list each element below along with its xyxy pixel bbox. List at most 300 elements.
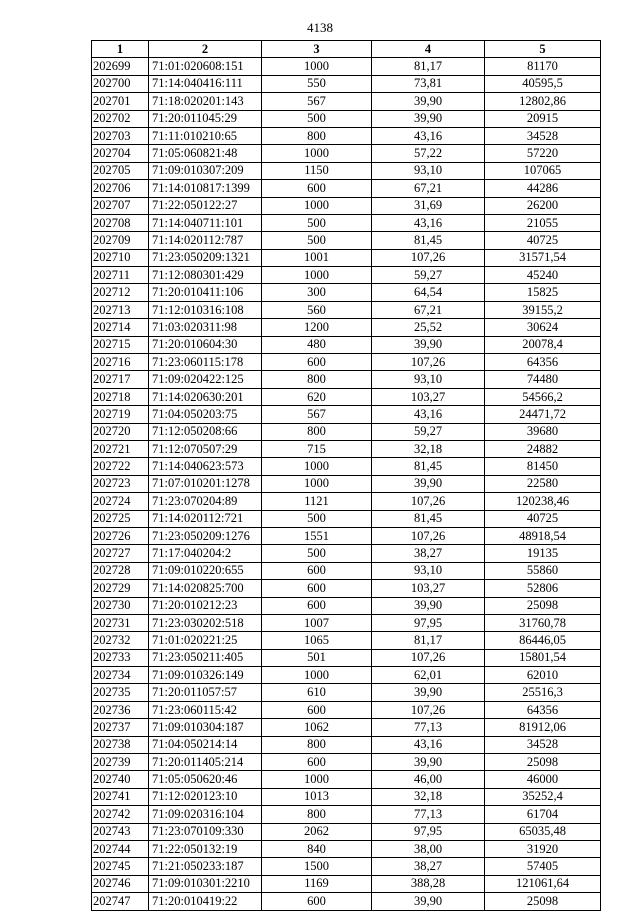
area-cell: 600 (262, 597, 372, 614)
cadastral-number-cell: 71:14:010817:1399 (149, 180, 262, 197)
cadastral-number-cell: 71:09:020422:125 (149, 371, 262, 388)
area-cell: 600 (262, 701, 372, 718)
area-cell: 600 (262, 893, 372, 910)
cadastral-number-cell: 71:09:010220:655 (149, 562, 262, 579)
cadastral-number-cell: 71:20:010604:30 (149, 336, 262, 353)
row-number-cell: 202720 (92, 423, 149, 440)
rate-cell: 107,26 (372, 493, 485, 510)
area-cell: 501 (262, 649, 372, 666)
area-cell: 600 (262, 354, 372, 371)
row-number-cell: 202699 (92, 58, 149, 75)
value-cell: 54566,2 (485, 388, 601, 405)
row-number-cell: 202703 (92, 127, 149, 144)
area-cell: 715 (262, 440, 372, 457)
rate-cell: 31,69 (372, 197, 485, 214)
table-row (92, 736, 601, 753)
cadastral-number-cell: 71:20:011045:29 (149, 110, 262, 127)
value-cell: 34528 (485, 736, 601, 753)
rate-cell: 81,17 (372, 58, 485, 75)
value-cell: 21055 (485, 214, 601, 231)
value-cell: 12802,86 (485, 93, 601, 110)
cadastral-number-cell: 71:04:050214:14 (149, 736, 262, 753)
table-row (92, 632, 601, 649)
value-cell: 15825 (485, 284, 601, 301)
cadastral-number-cell: 71:09:010304:187 (149, 719, 262, 736)
area-cell: 1000 (262, 667, 372, 684)
row-number-cell: 202722 (92, 458, 149, 475)
area-cell: 500 (262, 232, 372, 249)
value-cell: 64356 (485, 701, 601, 718)
row-number-cell: 202738 (92, 736, 149, 753)
area-cell: 1000 (262, 267, 372, 284)
table-row (92, 684, 601, 701)
row-number-cell: 202732 (92, 632, 149, 649)
area-cell: 1551 (262, 527, 372, 544)
cadastral-number-cell: 71:01:020608:151 (149, 58, 262, 75)
cadastral-number-cell: 71:01:020221:25 (149, 632, 262, 649)
area-cell: 550 (262, 75, 372, 92)
rate-cell: 38,00 (372, 840, 485, 857)
table-row (92, 719, 601, 736)
rate-cell: 62,01 (372, 667, 485, 684)
cadastral-number-cell: 71:14:020112:721 (149, 510, 262, 527)
column-header-1: 1 (92, 41, 149, 58)
row-number-cell: 202707 (92, 197, 149, 214)
row-number-cell: 202739 (92, 754, 149, 771)
rate-cell: 43,16 (372, 214, 485, 231)
value-cell: 25098 (485, 754, 601, 771)
cadastral-number-cell: 71:14:020630:201 (149, 388, 262, 405)
table-row (92, 597, 601, 614)
row-number-cell: 202745 (92, 858, 149, 875)
rate-cell: 25,52 (372, 319, 485, 336)
table-row (92, 336, 601, 353)
value-cell: 15801,54 (485, 649, 601, 666)
table-row (92, 771, 601, 788)
value-cell: 121061,64 (485, 875, 601, 892)
value-cell: 81912,06 (485, 719, 601, 736)
table-row (92, 110, 601, 127)
rate-cell: 43,16 (372, 406, 485, 423)
rate-cell: 107,26 (372, 249, 485, 266)
rate-cell: 107,26 (372, 527, 485, 544)
rate-cell: 67,21 (372, 180, 485, 197)
row-number-cell: 202716 (92, 354, 149, 371)
value-cell: 26200 (485, 197, 601, 214)
value-cell: 57220 (485, 145, 601, 162)
table-row (92, 423, 601, 440)
area-cell: 1000 (262, 475, 372, 492)
table-row (92, 475, 601, 492)
value-cell: 34528 (485, 127, 601, 144)
rate-cell: 103,27 (372, 388, 485, 405)
area-cell: 800 (262, 127, 372, 144)
area-cell: 1000 (262, 145, 372, 162)
rate-cell: 39,90 (372, 684, 485, 701)
value-cell: 57405 (485, 858, 601, 875)
row-number-cell: 202728 (92, 562, 149, 579)
table-row (92, 127, 601, 144)
row-number-cell: 202729 (92, 580, 149, 597)
row-number-cell: 202727 (92, 545, 149, 562)
cadastral-number-cell: 71:09:010307:209 (149, 162, 262, 179)
value-cell: 40595,5 (485, 75, 601, 92)
row-number-cell: 202710 (92, 249, 149, 266)
value-cell: 74480 (485, 371, 601, 388)
cadastral-number-cell: 71:23:050209:1321 (149, 249, 262, 266)
table-row (92, 510, 601, 527)
area-cell: 800 (262, 736, 372, 753)
cadastral-number-cell: 71:14:020112:787 (149, 232, 262, 249)
area-cell: 1121 (262, 493, 372, 510)
cadastral-number-cell: 71:12:080301:429 (149, 267, 262, 284)
area-cell: 1065 (262, 632, 372, 649)
area-cell: 480 (262, 336, 372, 353)
row-number-cell: 202711 (92, 267, 149, 284)
table-row (92, 667, 601, 684)
value-cell: 55860 (485, 562, 601, 579)
value-cell: 31571,54 (485, 249, 601, 266)
value-cell: 35252,4 (485, 788, 601, 805)
value-cell: 39680 (485, 423, 601, 440)
row-number-cell: 202721 (92, 440, 149, 457)
column-header-4: 4 (372, 41, 485, 58)
rate-cell: 67,21 (372, 301, 485, 318)
rate-cell: 107,26 (372, 649, 485, 666)
table-row (92, 267, 601, 284)
column-header-5: 5 (485, 41, 601, 58)
value-cell: 81170 (485, 58, 601, 75)
row-number-cell: 202701 (92, 93, 149, 110)
table-row (92, 788, 601, 805)
rate-cell: 39,90 (372, 110, 485, 127)
rate-cell: 93,10 (372, 162, 485, 179)
rate-cell: 39,90 (372, 475, 485, 492)
rate-cell: 32,18 (372, 440, 485, 457)
table-row (92, 354, 601, 371)
area-cell: 1000 (262, 771, 372, 788)
row-number-cell: 202735 (92, 684, 149, 701)
table-row (92, 893, 601, 910)
value-cell: 25098 (485, 597, 601, 614)
value-cell: 40725 (485, 232, 601, 249)
area-cell: 1000 (262, 197, 372, 214)
table-row (92, 75, 601, 92)
cadastral-number-cell: 71:12:070507:29 (149, 440, 262, 457)
row-number-cell: 202744 (92, 840, 149, 857)
cadastral-number-cell: 71:05:050620:46 (149, 771, 262, 788)
cadastral-number-cell: 71:11:010210:65 (149, 127, 262, 144)
value-cell: 81450 (485, 458, 601, 475)
value-cell: 19135 (485, 545, 601, 562)
data-table (91, 40, 601, 911)
rate-cell: 39,90 (372, 93, 485, 110)
table-row (92, 493, 601, 510)
value-cell: 22580 (485, 475, 601, 492)
cadastral-number-cell: 71:09:010326:149 (149, 667, 262, 684)
value-cell: 25516,3 (485, 684, 601, 701)
row-number-cell: 202723 (92, 475, 149, 492)
table-row (92, 580, 601, 597)
rate-cell: 39,90 (372, 336, 485, 353)
cadastral-number-cell: 71:23:070204:89 (149, 493, 262, 510)
cadastral-number-cell: 71:04:050203:75 (149, 406, 262, 423)
area-cell: 600 (262, 562, 372, 579)
value-cell: 61704 (485, 806, 601, 823)
row-number-cell: 202742 (92, 806, 149, 823)
area-cell: 600 (262, 754, 372, 771)
rate-cell: 77,13 (372, 806, 485, 823)
value-cell: 48918,54 (485, 527, 601, 544)
cadastral-number-cell: 71:20:011405:214 (149, 754, 262, 771)
row-number-cell: 202719 (92, 406, 149, 423)
cadastral-number-cell: 71:23:030202:518 (149, 614, 262, 631)
value-cell: 20915 (485, 110, 601, 127)
page-number: 4138 (307, 20, 333, 35)
table-row (92, 527, 601, 544)
row-number-cell: 202715 (92, 336, 149, 353)
area-cell: 610 (262, 684, 372, 701)
row-number-cell: 202704 (92, 145, 149, 162)
row-number-cell: 202705 (92, 162, 149, 179)
cadastral-number-cell: 71:03:020311:98 (149, 319, 262, 336)
rate-cell: 107,26 (372, 701, 485, 718)
table-row (92, 371, 601, 388)
column-header-3: 3 (262, 41, 372, 58)
value-cell: 86446,05 (485, 632, 601, 649)
row-number-cell: 202709 (92, 232, 149, 249)
row-number-cell: 202700 (92, 75, 149, 92)
cadastral-number-cell: 71:05:060821:48 (149, 145, 262, 162)
row-number-cell: 202717 (92, 371, 149, 388)
row-number-cell: 202734 (92, 667, 149, 684)
value-cell: 20078,4 (485, 336, 601, 353)
table-row (92, 545, 601, 562)
table-row (92, 701, 601, 718)
cadastral-number-cell: 71:23:050209:1276 (149, 527, 262, 544)
value-cell: 24882 (485, 440, 601, 457)
table-row (92, 180, 601, 197)
row-number-cell: 202746 (92, 875, 149, 892)
row-number-cell: 202712 (92, 284, 149, 301)
value-cell: 65035,48 (485, 823, 601, 840)
area-cell: 2062 (262, 823, 372, 840)
rate-cell: 39,90 (372, 754, 485, 771)
row-number-cell: 202708 (92, 214, 149, 231)
area-cell: 300 (262, 284, 372, 301)
row-number-cell: 202740 (92, 771, 149, 788)
rate-cell: 32,18 (372, 788, 485, 805)
rate-cell: 38,27 (372, 858, 485, 875)
area-cell: 620 (262, 388, 372, 405)
table-row (92, 649, 601, 666)
table-row (92, 145, 601, 162)
area-cell: 1062 (262, 719, 372, 736)
rate-cell: 64,54 (372, 284, 485, 301)
area-cell: 1169 (262, 875, 372, 892)
area-cell: 1007 (262, 614, 372, 631)
cadastral-number-cell: 71:12:050208:66 (149, 423, 262, 440)
table-row (92, 284, 601, 301)
area-cell: 567 (262, 93, 372, 110)
rate-cell: 39,90 (372, 597, 485, 614)
table-row (92, 249, 601, 266)
row-number-cell: 202718 (92, 388, 149, 405)
row-number-cell: 202741 (92, 788, 149, 805)
row-number-cell: 202737 (92, 719, 149, 736)
rate-cell: 97,95 (372, 823, 485, 840)
value-cell: 31760,78 (485, 614, 601, 631)
rate-cell: 59,27 (372, 423, 485, 440)
rate-cell: 81,45 (372, 510, 485, 527)
table-body (92, 58, 601, 910)
area-cell: 500 (262, 214, 372, 231)
cadastral-number-cell: 71:23:060115:178 (149, 354, 262, 371)
cadastral-number-cell: 71:14:020825:700 (149, 580, 262, 597)
area-cell: 1013 (262, 788, 372, 805)
table-row (92, 232, 601, 249)
area-cell: 1000 (262, 58, 372, 75)
table-row (92, 806, 601, 823)
cadastral-number-cell: 71:09:020316:104 (149, 806, 262, 823)
cadastral-number-cell: 71:20:010411:106 (149, 284, 262, 301)
area-cell: 1150 (262, 162, 372, 179)
row-number-cell: 202713 (92, 301, 149, 318)
cadastral-number-cell: 71:20:010419:22 (149, 893, 262, 910)
cadastral-number-cell: 71:12:020123:10 (149, 788, 262, 805)
table-row (92, 840, 601, 857)
header-row (92, 41, 601, 58)
table-row (92, 562, 601, 579)
table-row (92, 197, 601, 214)
rate-cell: 81,17 (372, 632, 485, 649)
rate-cell: 107,26 (372, 354, 485, 371)
table-row (92, 319, 601, 336)
table-row (92, 614, 601, 631)
row-number-cell: 202725 (92, 510, 149, 527)
rate-cell: 97,95 (372, 614, 485, 631)
cadastral-number-cell: 71:17:040204:2 (149, 545, 262, 562)
cadastral-number-cell: 71:14:040623:573 (149, 458, 262, 475)
value-cell: 62010 (485, 667, 601, 684)
rate-cell: 39,90 (372, 893, 485, 910)
area-cell: 800 (262, 806, 372, 823)
value-cell: 30624 (485, 319, 601, 336)
row-number-cell: 202747 (92, 893, 149, 910)
value-cell: 44286 (485, 180, 601, 197)
cadastral-number-cell: 71:21:050233:187 (149, 858, 262, 875)
table-row (92, 406, 601, 423)
area-cell: 500 (262, 545, 372, 562)
area-cell: 1001 (262, 249, 372, 266)
cadastral-number-cell: 71:22:050132:19 (149, 840, 262, 857)
value-cell: 40725 (485, 510, 601, 527)
area-cell: 800 (262, 423, 372, 440)
row-number-cell: 202733 (92, 649, 149, 666)
rate-cell: 43,16 (372, 736, 485, 753)
area-cell: 567 (262, 406, 372, 423)
rate-cell: 388,28 (372, 875, 485, 892)
rate-cell: 73,81 (372, 75, 485, 92)
rate-cell: 57,22 (372, 145, 485, 162)
table-row (92, 754, 601, 771)
rate-cell: 38,27 (372, 545, 485, 562)
table-row (92, 214, 601, 231)
value-cell: 39155,2 (485, 301, 601, 318)
cadastral-number-cell: 71:09:010301:2210 (149, 875, 262, 892)
column-header-2: 2 (149, 41, 262, 58)
cadastral-number-cell: 71:18:020201:143 (149, 93, 262, 110)
table-row (92, 388, 601, 405)
table-row (92, 301, 601, 318)
cadastral-number-cell: 71:14:040416:111 (149, 75, 262, 92)
row-number-cell: 202731 (92, 614, 149, 631)
row-number-cell: 202702 (92, 110, 149, 127)
table-row (92, 823, 601, 840)
area-cell: 1000 (262, 458, 372, 475)
row-number-cell: 202743 (92, 823, 149, 840)
area-cell: 1200 (262, 319, 372, 336)
area-cell: 560 (262, 301, 372, 318)
cadastral-number-cell: 71:23:070109:330 (149, 823, 262, 840)
value-cell: 25098 (485, 893, 601, 910)
table-row (92, 858, 601, 875)
area-cell: 1500 (262, 858, 372, 875)
cadastral-number-cell: 71:23:060115:42 (149, 701, 262, 718)
rate-cell: 93,10 (372, 371, 485, 388)
value-cell: 107065 (485, 162, 601, 179)
table-row (92, 93, 601, 110)
rate-cell: 77,13 (372, 719, 485, 736)
value-cell: 120238,46 (485, 493, 601, 510)
value-cell: 31920 (485, 840, 601, 857)
value-cell: 24471,72 (485, 406, 601, 423)
row-number-cell: 202736 (92, 701, 149, 718)
table-row (92, 58, 601, 75)
cadastral-number-cell: 71:22:050122:27 (149, 197, 262, 214)
cadastral-number-cell: 71:20:010212:23 (149, 597, 262, 614)
rate-cell: 81,45 (372, 232, 485, 249)
cadastral-number-cell: 71:23:050211:405 (149, 649, 262, 666)
rate-cell: 81,45 (372, 458, 485, 475)
area-cell: 600 (262, 580, 372, 597)
area-cell: 840 (262, 840, 372, 857)
cadastral-number-cell: 71:20:011057:57 (149, 684, 262, 701)
rate-cell: 103,27 (372, 580, 485, 597)
value-cell: 46000 (485, 771, 601, 788)
row-number-cell: 202714 (92, 319, 149, 336)
rate-cell: 93,10 (372, 562, 485, 579)
rate-cell: 46,00 (372, 771, 485, 788)
table-row (92, 440, 601, 457)
area-cell: 500 (262, 510, 372, 527)
area-cell: 600 (262, 180, 372, 197)
rate-cell: 43,16 (372, 127, 485, 144)
table-row (92, 458, 601, 475)
cadastral-number-cell: 71:14:040711:101 (149, 214, 262, 231)
value-cell: 52806 (485, 580, 601, 597)
value-cell: 45240 (485, 267, 601, 284)
value-cell: 64356 (485, 354, 601, 371)
row-number-cell: 202726 (92, 527, 149, 544)
area-cell: 500 (262, 110, 372, 127)
rate-cell: 59,27 (372, 267, 485, 284)
cadastral-number-cell: 71:12:010316:108 (149, 301, 262, 318)
table-row (92, 162, 601, 179)
row-number-cell: 202724 (92, 493, 149, 510)
row-number-cell: 202706 (92, 180, 149, 197)
cadastral-number-cell: 71:07:010201:1278 (149, 475, 262, 492)
